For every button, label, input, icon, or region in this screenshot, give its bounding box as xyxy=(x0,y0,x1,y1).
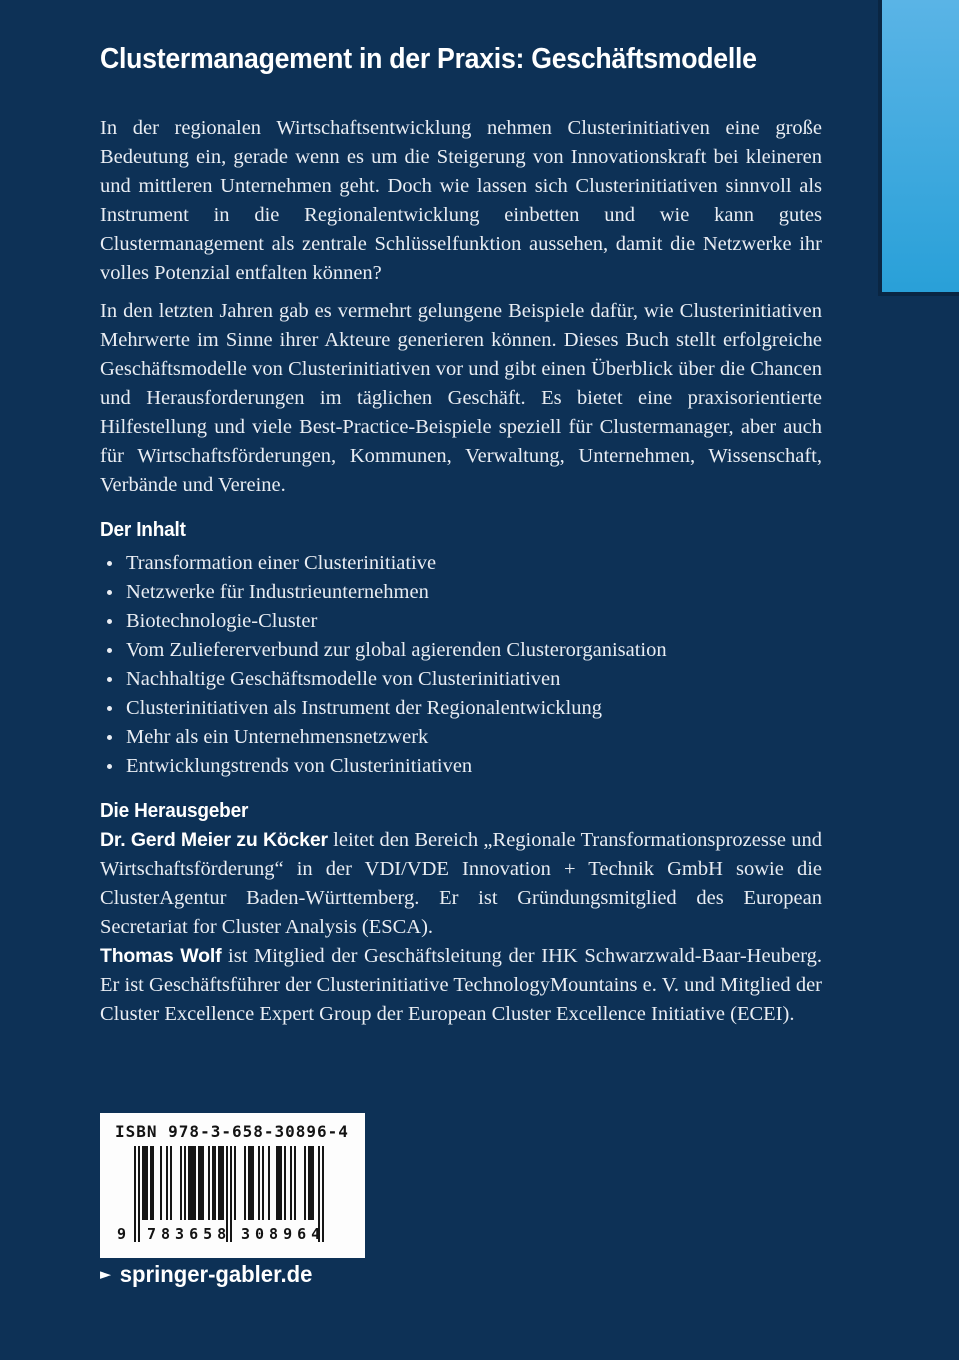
contents-item-label: Vom Zuliefererverbund zur global agierenden Clusterorganisation xyxy=(126,639,667,661)
ean-digit-group-2: 308964 xyxy=(234,1224,318,1245)
editor-text-2: ist Mitglied der Geschäftsleitung der IHK Schwarzwald-Baar-Heuberg. Er ist Geschäftsführer der Clusterinitiative TechnologyMountains e. V. und Mitglied der Cluster Excellence Expert Group der European Cluster Excellence Initiative (ECEI). xyxy=(100,945,823,1025)
contents-item xyxy=(100,723,822,752)
contents-item xyxy=(100,665,822,694)
editor-bio-2 xyxy=(100,942,822,1029)
cover-paragraph-1: In der regionalen Wirtschaftsentwicklung nehmen Clusterinitiativen eine große Bedeutung ein, gerade wenn es um die Steigerung von Innovationskraft bei kleineren und mittleren Unternehmen geht. Doch wie lassen sich Clusterinitiativen sinnvoll als Instrument in die Regionalentwicklung einbetten und wie kann gutes Clustermanagement als zentrale Schlüsselfunktion aussehen, damit die Netzwerke ihr volles Potenzial entfalten können? xyxy=(100,117,822,284)
bullet-icon xyxy=(107,677,112,682)
contents-item-label: Biotechnologie-Cluster xyxy=(126,610,318,632)
bullet-icon xyxy=(107,735,112,740)
publisher-url: springer-gabler.de xyxy=(119,1261,313,1287)
bullet-icon xyxy=(107,648,112,653)
bullet-icon xyxy=(107,619,112,624)
contents-list xyxy=(100,549,822,781)
contents-heading: Der Inhalt xyxy=(100,519,186,541)
ean13-barcode xyxy=(117,1146,326,1243)
editor-bio-1 xyxy=(100,826,822,942)
isbn-barcode-box xyxy=(100,1113,365,1258)
contents-item-label: Clusterinitiativen als Instrument der Regionalentwicklung xyxy=(126,697,602,719)
contents-item-label: Netzwerke für Industrieunternehmen xyxy=(126,581,429,603)
bullet-icon xyxy=(107,590,112,595)
ean-digit-lead: 9 xyxy=(117,1225,127,1243)
bullet-icon xyxy=(107,764,112,769)
editor-text-1: leitet den Bereich „Regionale Transformationsprozesse und Wirtschaftsförderung“ in der VDI/VDE Innovation + Technik GmbH sowie die ClusterAgentur Baden-Württemberg. Er ist Gründungsmitglied des European Secretariat for Cluster Analysis (ESCA). xyxy=(100,829,822,938)
contents-item xyxy=(100,694,822,723)
editor-name-2: Thomas Wolf xyxy=(100,945,222,967)
contents-item-label: Entwicklungstrends von Clusterinitiativen xyxy=(126,755,473,777)
contents-item-label: Nachhaltige Geschäftsmodelle von Clusterinitiativen xyxy=(126,668,561,690)
contents-item xyxy=(100,752,822,781)
publisher-link xyxy=(100,1261,312,1288)
cover-title: Clustermanagement in der Praxis: Geschäftsmodelle xyxy=(100,43,757,75)
contents-item-label: Transformation einer Clusterinitiative xyxy=(126,552,437,574)
editors-heading: Die Herausgeber xyxy=(100,800,249,822)
bullet-icon xyxy=(107,706,112,711)
contents-item xyxy=(100,636,822,665)
cover-accent-stripe xyxy=(878,0,959,296)
contents-item-label: Mehr als ein Unternehmensnetzwerk xyxy=(126,726,429,748)
contents-item xyxy=(100,549,822,578)
isbn-label: ISBN 978-3-658-30896-4 xyxy=(115,1122,349,1141)
cover-text-column xyxy=(100,0,822,1029)
editor-name-1: Dr. Gerd Meier zu Köcker xyxy=(100,829,328,851)
cover-paragraph-2: In den letzten Jahren gab es vermehrt gelungene Beispiele dafür, wie Clusterinitiativen Mehrwerte im Sinne ihrer Akteure generieren können. Dieses Buch stellt erfolgreiche Geschäftsmodelle von Clusterinitiativen vor und gibt einen Überblick über die Chancen und Herausforderungen im täglichen Geschäft. Es bietet eine praxisorientierte Hilfestellung und viele Best-Practice-Beispiele speziell für Clustermanager, aber auch für Wirtschaftsförderungen, Kommunen, Verwaltung, Unternehmen, Wissenschaft, Verbände und Vereine. xyxy=(100,300,822,496)
arrow-right-icon: ► xyxy=(100,1265,112,1283)
contents-item xyxy=(100,607,822,636)
contents-item xyxy=(100,578,822,607)
ean-digit-group-1: 783658 xyxy=(140,1224,224,1245)
bullet-icon xyxy=(107,561,112,566)
